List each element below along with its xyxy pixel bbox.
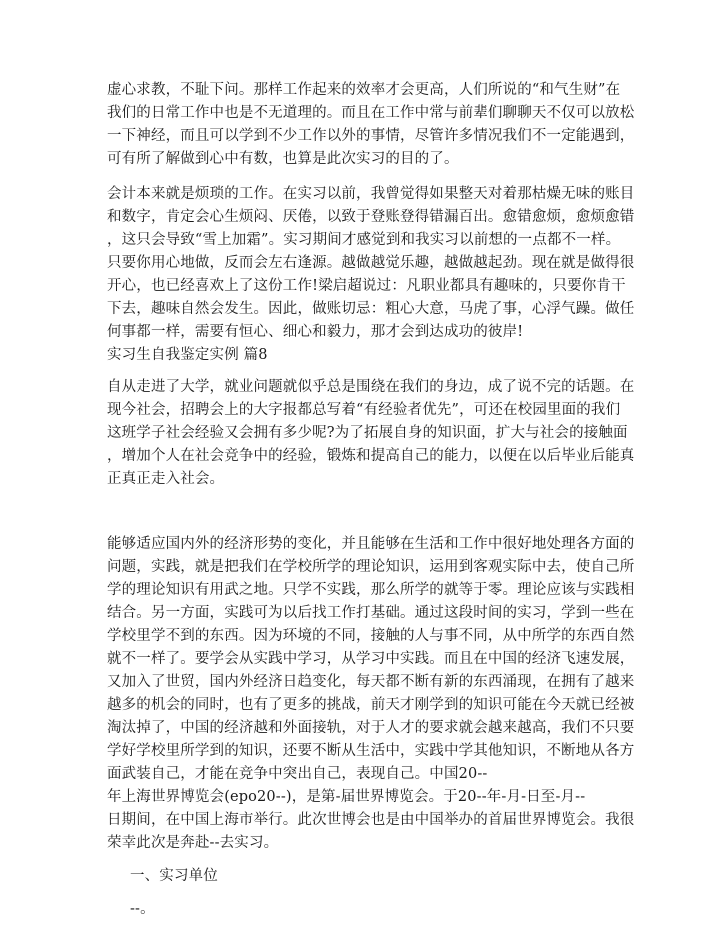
paragraph-2-line-5: 开心，也已经喜欢上了这份工作!梁启超说过：凡职业都具有趣味的，只要你肯干 — [107, 278, 626, 294]
paragraph-1-line-3: 一下神经，而且可以学到不少工作以外的事情，尽管许多情况我们不一定能遇到， — [107, 128, 635, 144]
paragraph-4-line-13: 日期间，在中国上海市举行。此次世博会也是由中国举办的首届世界博览会。我很 — [107, 812, 635, 828]
closing-line: --。 — [130, 901, 155, 917]
paragraph-2-line-1: 会计本来就是烦琐的工作。在实习以前，我曾觉得如果整天对着那枯燥无味的账目 — [107, 186, 635, 202]
paragraph-4-line-12: 年上海世界博览会(epo20--)，是第-届世界博览会。于20--年-月-日至-月-- — [107, 789, 586, 805]
section-heading: 实习生自我鉴定实例 篇8 — [107, 347, 268, 363]
paragraph-4-line-11: 面武装自己，才能在竞争中突出自己，表现自己。中国20-- — [107, 766, 488, 782]
paragraph-4-line-8: 越多的机会的同时，也有了更多的挑战，前天才刚学到的知识可能在今天就已经被 — [107, 697, 635, 713]
paragraph-3-line-2: 现今社会，招聘会上的大字报都总写着“有经验者优先”，可还在校园里面的我们 — [107, 402, 621, 418]
subheading: 一、实习单位 — [130, 868, 218, 884]
paragraph-4-line-2: 问题，实践，就是把我们在学校所学的理论知识，运用到客观实际中去，使自己所 — [107, 559, 635, 575]
paragraph-2-line-4: 只要你用心地做，反而会左右逢源。越做越觉乐趣，越做越起劲。现在就是做得很 — [107, 255, 635, 271]
paragraph-2-line-3: ，这只会导致“雪上加霜”。实习期间才感觉到和我实习以前想的一点都不一样。 — [107, 232, 621, 248]
paragraph-2-line-2: 和数字，肯定会心生烦闷、厌倦，以致于登账登得错漏百出。愈错愈烦，愈烦愈错 — [107, 209, 635, 225]
paragraph-4-line-7: 又加入了世贸，国内外经济日趋变化，每天都不断有新的东西涌现，在拥有了越来 — [107, 674, 635, 690]
paragraph-3-line-3: 这班学子社会经验又会拥有多少呢?为了拓展自身的知识面，扩大与社会的接触面 — [107, 425, 628, 441]
paragraph-2-line-7: 何事都一样，需要有恒心、细心和毅力，那才会到达成功的彼岸! — [107, 324, 524, 340]
paragraph-4-line-10: 学好学校里所学到的知识，还要不断从生活中，实践中学其他知识，不断地从各方 — [107, 743, 635, 759]
paragraph-4-line-4: 结合。另一方面，实践可为以后找工作打基础。通过这段时间的实习，学到一些在 — [107, 605, 635, 621]
paragraph-4-line-9: 淘汰掉了，中国的经济越和外面接轨，对于人才的要求就会越来越高，我们不只要 — [107, 720, 635, 736]
paragraph-1-line-1: 虚心求教，不耻下问。那样工作起来的效率才会更高，人们所说的“和气生财”在 — [107, 82, 621, 98]
paragraph-3-line-4: ，增加个人在社会竞争中的经验，锻炼和提高自己的能力，以便在以后毕业后能真 — [107, 448, 635, 464]
paragraph-1-line-4: 可有所了解做到心中有数，也算是此次实习的目的了。 — [107, 151, 459, 167]
paragraph-4-line-3: 学的理论知识有用武之地。只学不实践，那么所学的就等于零。理论应该与实践相 — [107, 582, 635, 598]
paragraph-4-line-5: 学校里学不到的东西。因为环境的不同，接触的人与事不同，从中所学的东西自然 — [107, 628, 635, 644]
paragraph-3-line-5: 正真正走入社会。 — [107, 471, 225, 487]
paragraph-3-line-1: 自从走进了大学，就业问题就似乎总是围绕在我们的身边，成了说不完的话题。在 — [107, 379, 635, 395]
paragraph-2-line-6: 下去，趣味自然会发生。因此，做账切忌：粗心大意，马虎了事，心浮气躁。做任 — [107, 301, 635, 317]
paragraph-4-line-6: 就不一样了。要学会从实践中学习，从学习中实践。而且在中国的经济飞速发展， — [107, 651, 635, 667]
paragraph-4-line-14: 荣幸此次是奔赴--去实习。 — [107, 835, 279, 851]
paragraph-1-line-2: 我们的日常工作中也是不无道理的。而且在工作中常与前辈们聊聊天不仅可以放松 — [107, 105, 635, 121]
paragraph-4-line-1: 能够适应国内外的经济形势的变化，并且能够在生活和工作中很好地处理各方面的 — [107, 536, 635, 552]
